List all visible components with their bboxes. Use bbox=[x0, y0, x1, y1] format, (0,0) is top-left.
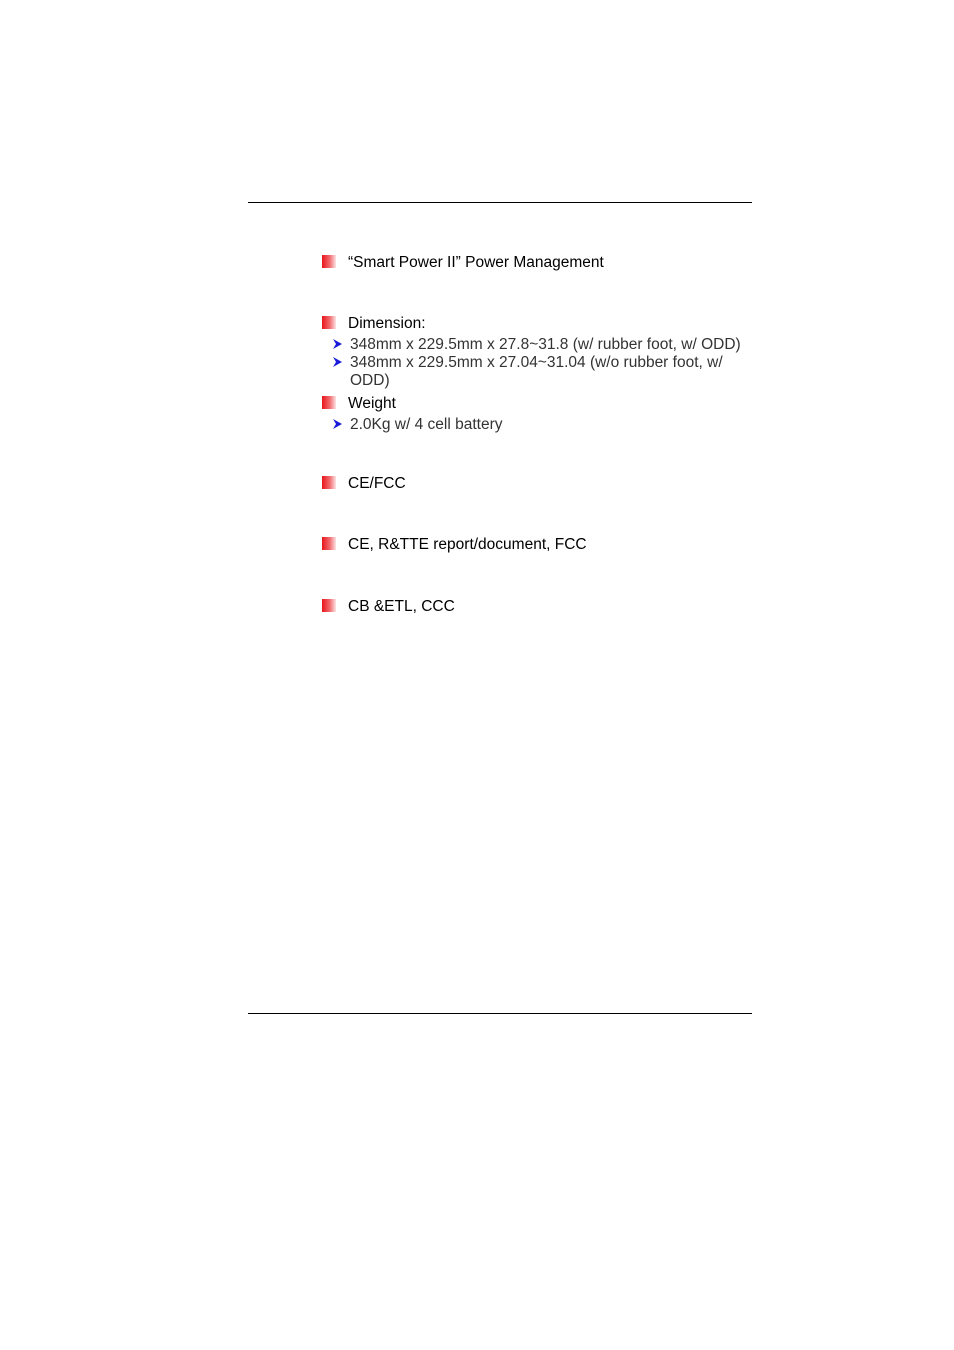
item-label: CE/FCC bbox=[348, 475, 406, 492]
red-square-bullet-icon bbox=[322, 537, 336, 550]
red-square-bullet-icon bbox=[322, 255, 336, 268]
red-square-bullet-icon bbox=[322, 316, 336, 329]
header-rule bbox=[248, 202, 752, 203]
arrow-bullet-icon bbox=[332, 417, 344, 431]
item-label: “Smart Power II” Power Management bbox=[348, 254, 604, 271]
red-square-bullet-icon bbox=[322, 396, 336, 409]
footer-rule bbox=[248, 1013, 752, 1014]
item-label: Dimension: bbox=[348, 315, 426, 332]
dimension-text: 348mm x 229.5mm x 27.04~31.04 (w/o rubber foot, w/ ODD) bbox=[350, 354, 723, 389]
item-label: CE, R&TTE report/document, FCC bbox=[348, 536, 587, 553]
arrow-bullet-icon bbox=[332, 355, 344, 369]
arrow-bullet-icon bbox=[332, 337, 344, 351]
item-label: CB &ETL, CCC bbox=[348, 598, 455, 615]
weight-text: 2.0Kg w/ 4 cell battery bbox=[350, 416, 503, 433]
red-square-bullet-icon bbox=[322, 476, 336, 489]
red-square-bullet-icon bbox=[322, 599, 336, 612]
dimension-text: 348mm x 229.5mm x 27.8~31.8 (w/ rubber foot, w/ ODD) bbox=[350, 336, 741, 353]
item-label: Weight bbox=[348, 395, 396, 412]
